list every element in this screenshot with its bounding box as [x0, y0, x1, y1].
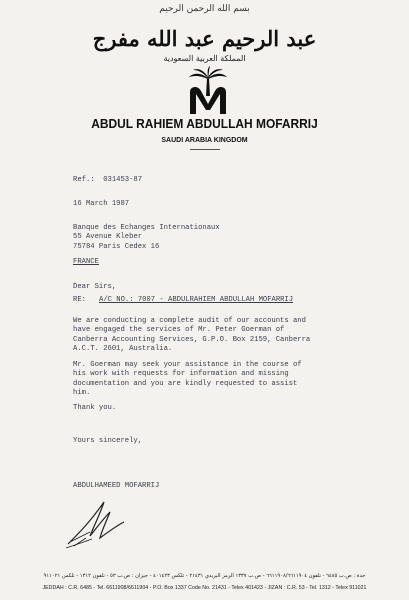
footer-english-contact: JEDDAH : C.R. 6485 - Tel. 6611908/6611904 - P.O. Box 1337 Code No. 21431 - Telex 401423 - JIZAN : C.R. 53 - Tel. 1312 - Telex 911021: [42, 585, 367, 591]
address-country: FRANCE: [73, 258, 99, 266]
letter-date: 16 March 1987: [73, 200, 130, 208]
bismillah-text: بسم الله الرحمن الرحيم: [159, 4, 250, 14]
arabic-company-name: عبد الرحيم عبد الله مفرج: [92, 26, 317, 51]
address-line: 55 Avenue Kleber: [73, 233, 143, 242]
paragraph-line: him.: [73, 388, 91, 397]
thanks-line: Thank you.: [73, 404, 117, 412]
footer-arabic-contact: جدة : ص.ب ٦٤٨٥ - تلفون ٦٦١١٩٠٨/٦٦١١٩٠٤ - ص.ب ١٣٣٧ الرمز البريدي ٢١٤٣١ - تلكس ٤٠١٤٢٣ - جيزان : ص.ب ٥٣ - تلفون ١٣١٢ - تلكس ٩١١٠٢١: [43, 573, 366, 579]
english-company-name: ABDUL RAHIEM ABDULLAH MOFARRIJ: [91, 116, 318, 131]
paragraph-line: We are conducting a complete audit of our accounts and: [73, 317, 306, 325]
arabic-country: المملكة العربية السعودية: [163, 54, 246, 63]
paragraph-line: Mr. Goerman may seek your assistance in the course of: [73, 361, 302, 369]
subject-label: RE:: [73, 296, 86, 304]
paragraph-line: have engaged the services of Mr. Peter Goerman of: [73, 326, 285, 335]
english-country: SAUDI ARABIA KINGDOM: [161, 137, 248, 144]
paragraph-line: Canberra Accounting Services, G.P.O. Box 2159, Canberra: [73, 335, 311, 344]
salutation: Dear Sirs,: [73, 283, 117, 291]
signatory-name: ABDULHAMEED MOFARRIJ: [73, 482, 160, 490]
paragraph-line: documentation and you are kindly requested to assist: [73, 379, 298, 388]
paragraph-line: A.C.T. 2601, Australia.: [73, 344, 173, 353]
header-divider: [190, 149, 220, 150]
subject-line: A/C NO.: 7007 - ABDULRAHIEM ABDULLAH MOFARRIJ: [99, 296, 294, 304]
reference-number: Ref.: 031453-87: [73, 176, 143, 184]
closing-line: Yours sincerely,: [73, 437, 143, 445]
palm-tree-logo-icon: [186, 66, 230, 116]
address-line: 75784 Paris Cedex 16: [73, 242, 160, 251]
handwritten-signature: [60, 492, 150, 552]
address-line: Banque des Echanges Internationaux: [73, 224, 220, 232]
paragraph-line: his work with requests for information and missing: [73, 370, 289, 379]
